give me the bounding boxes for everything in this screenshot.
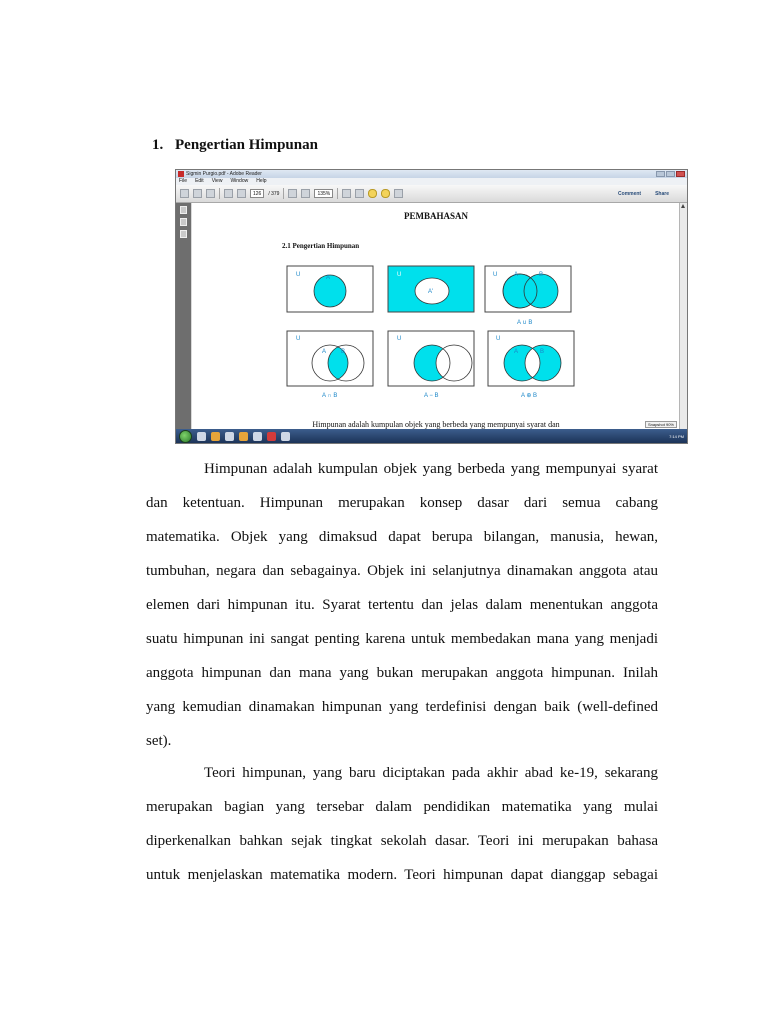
venn-label-b: B xyxy=(540,349,545,355)
heading-number: 1. xyxy=(152,137,164,153)
snapshot-tooltip: Snapshot 90% xyxy=(645,421,677,428)
venn-set-a xyxy=(287,266,373,312)
venn-label-u: U xyxy=(493,272,498,278)
venn-label-b: B xyxy=(539,272,544,278)
embedded-screenshot xyxy=(175,169,688,444)
window-title: Sigmin Purgio.pdf - Adobe Reader xyxy=(186,171,262,177)
close-icon xyxy=(676,171,685,177)
menu-bar xyxy=(176,178,687,185)
venn-label-a: A xyxy=(514,349,519,355)
reader-toolbar xyxy=(176,185,687,203)
sign-icon xyxy=(394,189,403,198)
section-heading xyxy=(152,137,318,154)
venn-caption-diff: A − B xyxy=(424,393,439,399)
menu-view: View xyxy=(211,178,223,184)
venn-label-u: U xyxy=(397,336,402,342)
zoom-out-icon xyxy=(288,189,297,198)
windows-taskbar xyxy=(176,429,687,443)
next-page-icon xyxy=(237,189,246,198)
venn-complement xyxy=(388,266,474,312)
folder-icon xyxy=(211,432,220,441)
venn-label-u: U xyxy=(296,336,301,342)
paragraph-line: tumbuhan, negara dan sebagainya. Objek ini selanjutnya dinamakan anggota atau xyxy=(146,563,658,579)
paragraph-line: Himpunan adalah kumpulan objek yang berbeda yang mempunyai syarat xyxy=(204,461,658,477)
adobe-reader-icon xyxy=(178,171,184,177)
pages-panel-icon xyxy=(180,206,187,214)
minimize-icon xyxy=(656,171,665,177)
venn-intersection xyxy=(287,331,373,399)
venn-label-a: A xyxy=(514,272,519,278)
word-icon xyxy=(253,432,262,441)
heading-title: Pengertian Himpunan xyxy=(175,137,318,153)
fit-width-icon xyxy=(355,189,364,198)
signature-panel-icon xyxy=(180,230,187,238)
maximize-icon xyxy=(666,171,675,177)
pdf-page xyxy=(192,203,680,429)
venn-caption-intersect: A ∩ B xyxy=(322,393,338,399)
page-bottom-text: Himpunan adalah kumpulan objek yang berbeda yang mempunyai syarat dan xyxy=(312,420,560,429)
menu-file: File xyxy=(179,178,188,184)
toolbar-right-links xyxy=(618,191,687,197)
page-number-field: 126 xyxy=(250,189,264,198)
section-title: 2.1 Pengertian Himpunan xyxy=(282,242,360,250)
paragraph-line: suatu himpunan ini sangat penting karena untuk membedakan mana yang menjadi xyxy=(146,631,658,647)
venn-label-b: B xyxy=(341,349,346,355)
venn-label-a: A xyxy=(326,275,331,281)
menu-edit: Edit xyxy=(195,178,204,184)
paragraph-line: dan ketentuan. Himpunan merupakan konsep dasar dari semua cabang xyxy=(146,495,658,511)
venn-caption-sym: A ⊕ B xyxy=(521,393,538,399)
zoom-in-icon xyxy=(301,189,310,198)
vertical-scrollbar xyxy=(679,203,687,429)
venn-symmetric-difference xyxy=(488,331,574,399)
fit-page-icon xyxy=(342,189,351,198)
venn-label-a: A xyxy=(322,349,327,355)
previous-page-icon xyxy=(224,189,233,198)
menu-window: Window xyxy=(230,178,249,184)
paragraph-1 xyxy=(146,452,658,758)
window-titlebar xyxy=(176,170,687,178)
venn-caption-union: A ∪ B xyxy=(517,320,533,326)
toolbar-divider xyxy=(337,188,338,199)
venn-label-a-comp: A' xyxy=(428,289,434,295)
window-controls xyxy=(656,171,685,177)
paragraph-line: Teori himpunan, yang baru diciptakan pada akhir abad ke-19, sekarang xyxy=(204,765,658,781)
paragraph-line: elemen dari himpunan itu. Syarat tertentu dan jelas dalam menentukan anggota xyxy=(146,597,658,613)
venn-label-u: U xyxy=(296,272,301,278)
toolbar-divider xyxy=(219,188,220,199)
menu-help: Help xyxy=(256,178,267,184)
venn-label-u: U xyxy=(397,272,402,278)
page-count: / 379 xyxy=(268,190,280,197)
paragraph-line: yang kemudian dinamakan himpunan yang terdefinisi dengan baik (well-defined xyxy=(146,699,658,715)
venn-difference xyxy=(388,331,474,399)
paragraph-line: untuk menjelaskan matematika modern. Teori himpunan dapat dianggap sebagai xyxy=(146,867,658,883)
attachment-icon xyxy=(180,218,187,226)
firefox-icon xyxy=(239,432,248,441)
media-icon xyxy=(225,432,234,441)
paragraph-2 xyxy=(146,756,658,892)
navigation-pane xyxy=(176,203,191,429)
paragraph-line: matematika. Objek yang dimaksud dapat berupa bilangan, manusia, hewan, xyxy=(146,529,658,545)
email-icon xyxy=(206,189,215,198)
paragraph-line: merupakan bagian yang tersebar dalam pendidikan matematika yang mulai xyxy=(146,799,658,815)
open-icon xyxy=(180,189,189,198)
taskbar-clock: 7:14 PM xyxy=(669,433,684,439)
paint-icon xyxy=(281,432,290,441)
paragraph-line: set). xyxy=(146,733,172,749)
venn-diagrams xyxy=(192,203,680,429)
venn-label-u: U xyxy=(496,336,501,342)
share-link: Share xyxy=(655,190,669,197)
toolbar-divider xyxy=(283,188,284,199)
paragraph-line: anggota himpunan dan mana yang bukan merupakan anggota himpunan. Inilah xyxy=(146,665,658,681)
comment-link: Comment xyxy=(618,190,642,197)
highlight-icon xyxy=(381,189,390,198)
comment-icon xyxy=(368,189,377,198)
adobe-reader-task-icon xyxy=(267,432,276,441)
scroll-up-icon xyxy=(681,204,685,208)
start-button-icon xyxy=(179,430,192,443)
venn-union xyxy=(485,266,571,326)
paragraph-line: diperkenalkan bahkan sejak tingkat sekolah dasar. Teori ini merupakan bahasa xyxy=(146,833,658,849)
print-icon xyxy=(193,189,202,198)
ie-icon xyxy=(197,432,206,441)
page-title: PEMBAHASAN xyxy=(403,211,468,221)
zoom-field: 135% xyxy=(314,189,333,198)
